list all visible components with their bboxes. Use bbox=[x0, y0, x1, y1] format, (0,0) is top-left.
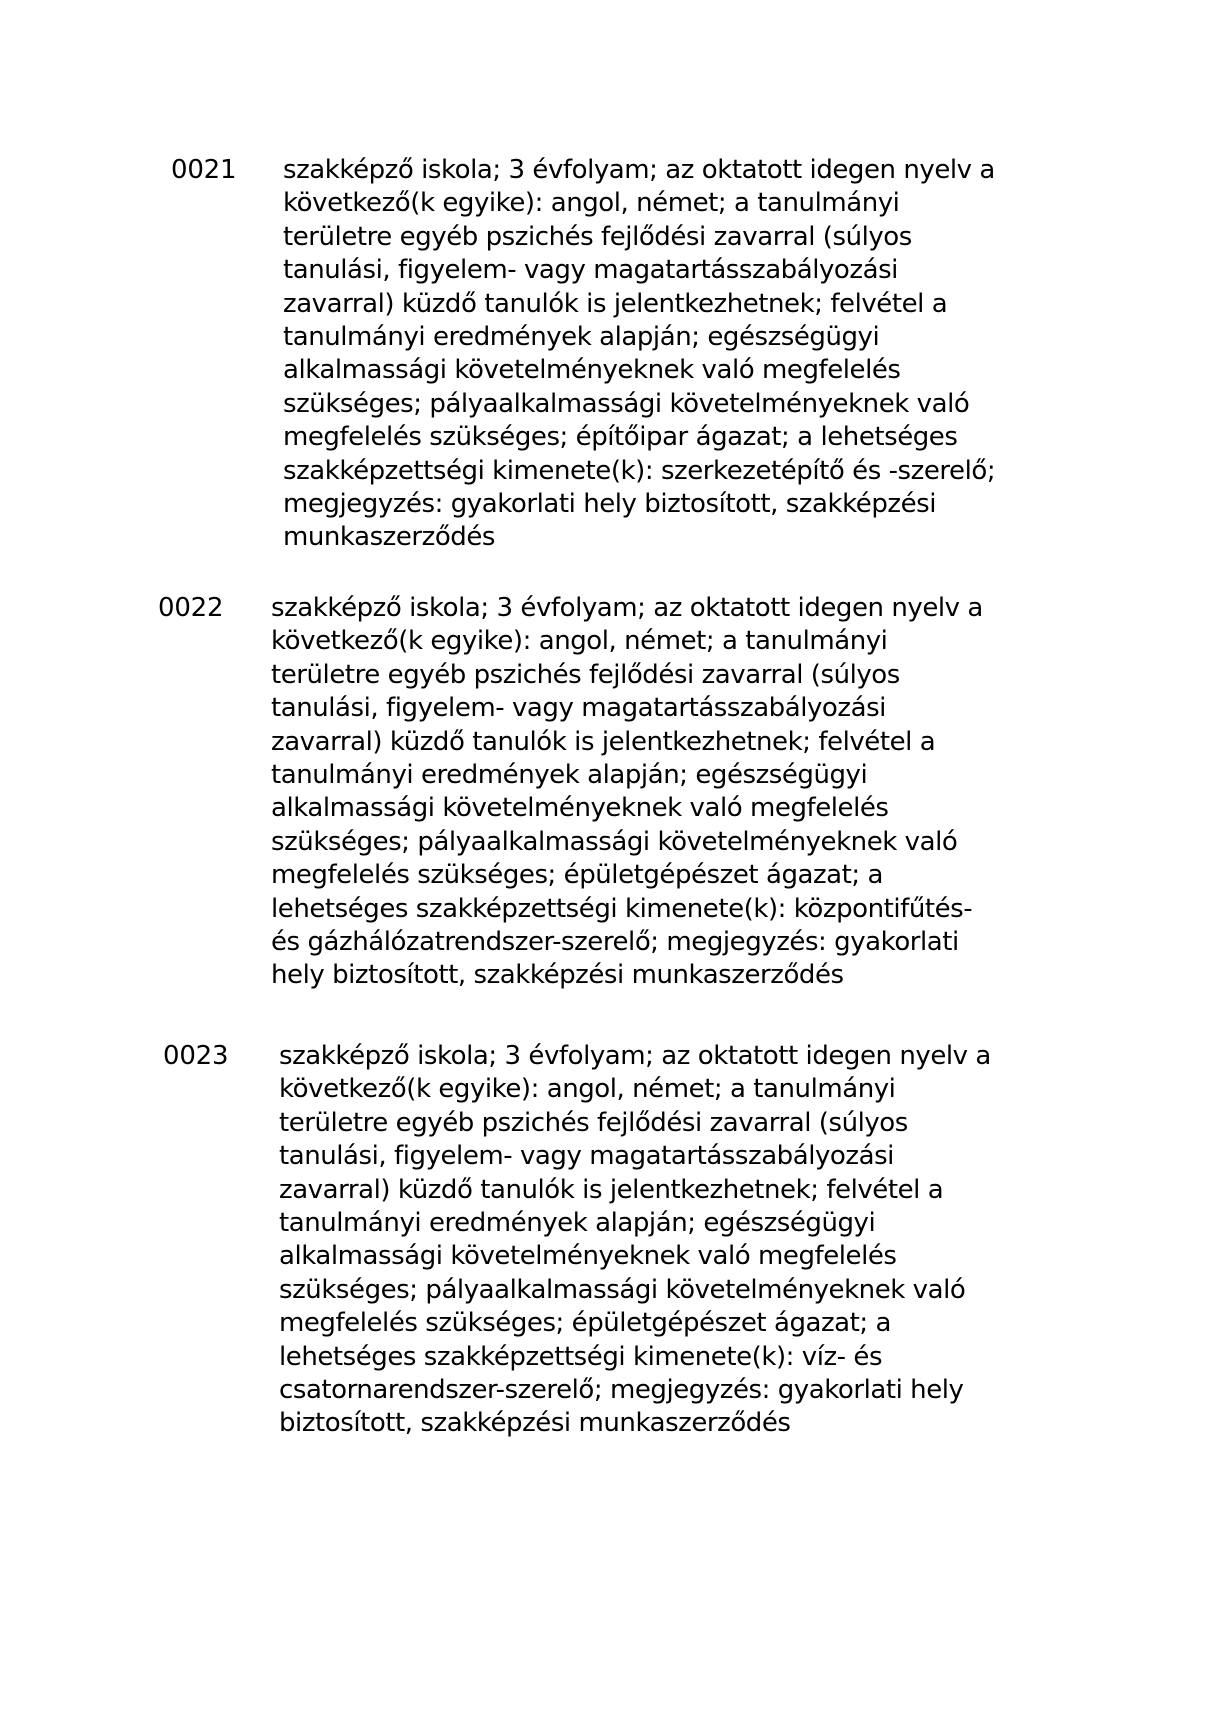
description-line: szükséges; pályaalkalmassági követelményeknek való bbox=[279, 1274, 966, 1305]
program-code: 0023 bbox=[163, 1041, 229, 1071]
program-description bbox=[271, 592, 1071, 993]
program-code: 0021 bbox=[171, 155, 237, 185]
description-line: szakképző iskola; 3 évfolyam; az oktatott idegen nyelv a bbox=[271, 593, 983, 623]
description-line: lehetséges szakképzettségi kimenete(k): központifűtés- bbox=[271, 893, 973, 924]
description-line: területre egyéb pszichés fejlődési zavarral (súlyos bbox=[279, 1107, 908, 1138]
description-line: tanulmányi eredmények alapján; egészségügyi bbox=[283, 322, 880, 353]
description-line: szakképző iskola; 3 évfolyam; az oktatott idegen nyelv a bbox=[279, 1041, 991, 1071]
description-line: alkalmassági követelményeknek való megfelelés bbox=[283, 355, 901, 386]
description-line: tanulmányi eredmények alapján; egészségügyi bbox=[271, 760, 868, 791]
description-line: szükséges; pályaalkalmassági követelményeknek való bbox=[271, 826, 958, 857]
description-line: szakképző iskola; 3 évfolyam; az oktatott idegen nyelv a bbox=[283, 155, 995, 185]
description-line: alkalmassági követelményeknek való megfelelés bbox=[279, 1241, 897, 1272]
description-line: következő(k egyike): angol, német; a tanulmányi bbox=[279, 1074, 896, 1105]
description-line: hely biztosított, szakképzési munkaszerződés bbox=[271, 960, 844, 991]
description-line: szükséges; pályaalkalmassági követelményeknek való bbox=[283, 388, 970, 419]
description-line: szakképzettségi kimenete(k): szerkezetépítő és -szerelő; bbox=[283, 455, 996, 486]
description-line: megjegyzés: gyakorlati hely biztosított, szakképzési bbox=[283, 489, 936, 520]
program-description bbox=[283, 154, 1083, 555]
description-line: megfelelés szükséges; építőipar ágazat; a lehetséges bbox=[283, 422, 958, 453]
description-line: következő(k egyike): angol, német; a tanulmányi bbox=[283, 188, 900, 219]
description-line: munkaszerződés bbox=[283, 522, 495, 553]
description-line: tanulási, figyelem- vagy magatartásszabályozási bbox=[283, 255, 898, 286]
description-line: tanulási, figyelem- vagy magatartásszabályozási bbox=[271, 693, 886, 724]
description-line: megfelelés szükséges; épületgépészet ágazat; a bbox=[279, 1308, 892, 1339]
description-line: biztosított, szakképzési munkaszerződés bbox=[279, 1408, 791, 1439]
program-description bbox=[279, 1040, 1079, 1441]
description-line: zavarral) küzdő tanulók is jelentkezhetnek; felvétel a bbox=[283, 288, 948, 319]
description-line: területre egyéb pszichés fejlődési zavarral (súlyos bbox=[271, 659, 900, 690]
program-code: 0022 bbox=[158, 593, 224, 623]
description-line: és gázhálózatrendszer-szerelő; megjegyzés: gyakorlati bbox=[271, 927, 959, 958]
description-line: zavarral) küzdő tanulók is jelentkezhetnek; felvétel a bbox=[271, 726, 936, 757]
description-line: alkalmassági követelményeknek való megfelelés bbox=[271, 793, 889, 824]
description-line: csatornarendszer-szerelő; megjegyzés: gyakorlati hely bbox=[279, 1375, 964, 1406]
description-line: megfelelés szükséges; épületgépészet ágazat; a bbox=[271, 860, 884, 891]
description-line: területre egyéb pszichés fejlődési zavarral (súlyos bbox=[283, 221, 912, 252]
description-line: tanulmányi eredmények alapján; egészségügyi bbox=[279, 1208, 876, 1239]
description-line: következő(k egyike): angol, német; a tanulmányi bbox=[271, 626, 888, 657]
description-line: zavarral) küzdő tanulók is jelentkezhetnek; felvétel a bbox=[279, 1174, 944, 1205]
description-line: lehetséges szakképzettségi kimenete(k): víz- és bbox=[279, 1341, 883, 1372]
description-line: tanulási, figyelem- vagy magatartásszabályozási bbox=[279, 1141, 894, 1172]
